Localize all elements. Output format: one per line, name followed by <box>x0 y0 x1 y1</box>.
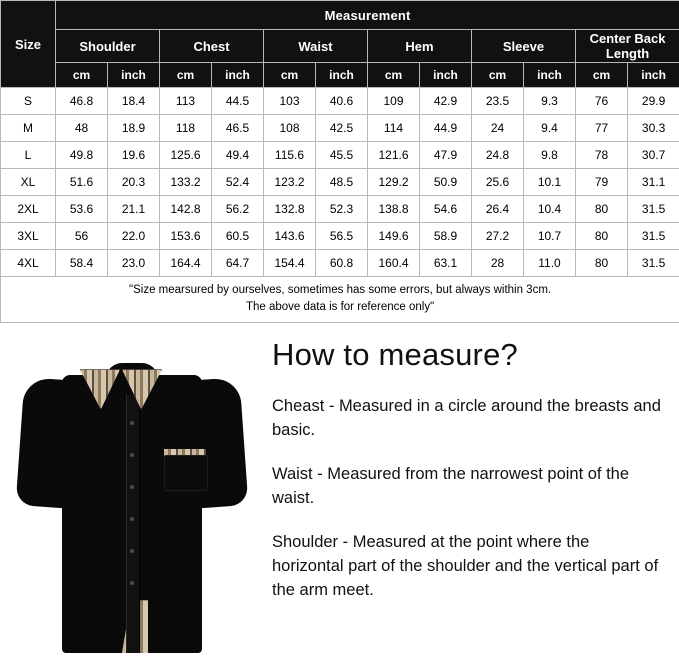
header-unit-cbl-inch: inch <box>628 63 679 88</box>
row-size-label: 3XL <box>1 223 56 250</box>
cell-value: 164.4 <box>160 250 212 277</box>
cell-value: 52.3 <box>316 196 368 223</box>
table-note-row <box>1 277 679 323</box>
cell-value: 9.4 <box>524 115 576 142</box>
cell-value: 138.8 <box>368 196 420 223</box>
cell-value: 22.0 <box>108 223 160 250</box>
header-group-sleeve: Sleeve <box>472 30 576 63</box>
size-note <box>1 277 679 323</box>
table-row <box>1 115 679 142</box>
cell-value: 79 <box>576 169 628 196</box>
table-row <box>1 223 679 250</box>
measure-instruction-shoulder: Shoulder - Measured at the point where the horizontal part of the shoulder and the vertical part of the arm meet. <box>272 531 665 603</box>
table-row <box>1 142 679 169</box>
header-unit-cbl-cm: cm <box>576 63 628 88</box>
cell-value: 31.1 <box>628 169 679 196</box>
cell-value: 125.6 <box>160 142 212 169</box>
cell-value: 133.2 <box>160 169 212 196</box>
cell-value: 48.5 <box>316 169 368 196</box>
cell-value: 10.7 <box>524 223 576 250</box>
row-size-label: M <box>1 115 56 142</box>
cell-value: 53.6 <box>56 196 108 223</box>
measure-instruction-waist: Waist - Measured from the narrowest point of the waist. <box>272 463 665 511</box>
header-group-waist: Waist <box>264 30 368 63</box>
cell-value: 11.0 <box>524 250 576 277</box>
cell-value: 31.5 <box>628 223 679 250</box>
cell-value: 154.4 <box>264 250 316 277</box>
how-to-measure-section <box>0 323 679 670</box>
cell-value: 31.5 <box>628 250 679 277</box>
cell-value: 118 <box>160 115 212 142</box>
cell-value: 45.5 <box>316 142 368 169</box>
cell-value: 29.9 <box>628 88 679 115</box>
row-size-label: L <box>1 142 56 169</box>
cell-value: 80 <box>576 250 628 277</box>
cell-value: 121.6 <box>368 142 420 169</box>
cell-value: 40.6 <box>316 88 368 115</box>
cell-value: 44.9 <box>420 115 472 142</box>
row-size-label: XL <box>1 169 56 196</box>
header-unit-waist-cm: cm <box>264 63 316 88</box>
table-header-row-groups <box>1 30 679 63</box>
cell-value: 76 <box>576 88 628 115</box>
cell-value: 60.8 <box>316 250 368 277</box>
cell-value: 10.4 <box>524 196 576 223</box>
cell-value: 47.9 <box>420 142 472 169</box>
header-unit-hem-inch: inch <box>420 63 472 88</box>
cell-value: 25.6 <box>472 169 524 196</box>
cell-value: 64.7 <box>212 250 264 277</box>
cell-value: 9.3 <box>524 88 576 115</box>
measure-text-pane <box>262 323 679 670</box>
cell-value: 30.3 <box>628 115 679 142</box>
cell-value: 49.8 <box>56 142 108 169</box>
cell-value: 9.8 <box>524 142 576 169</box>
cell-value: 52.4 <box>212 169 264 196</box>
header-group-chest: Chest <box>160 30 264 63</box>
header-unit-hem-cm: cm <box>368 63 420 88</box>
cell-value: 42.9 <box>420 88 472 115</box>
cell-value: 132.8 <box>264 196 316 223</box>
cell-value: 27.2 <box>472 223 524 250</box>
cell-value: 114 <box>368 115 420 142</box>
cell-value: 18.4 <box>108 88 160 115</box>
cell-value: 44.5 <box>212 88 264 115</box>
header-measurement: Measurement <box>56 1 679 30</box>
cell-value: 31.5 <box>628 196 679 223</box>
size-chart-table <box>0 0 679 323</box>
cell-value: 160.4 <box>368 250 420 277</box>
table-row <box>1 88 679 115</box>
cell-value: 18.9 <box>108 115 160 142</box>
cell-value: 113 <box>160 88 212 115</box>
cell-value: 108 <box>264 115 316 142</box>
table-row <box>1 196 679 223</box>
shirt-chest-pocket <box>164 455 208 491</box>
cell-value: 123.2 <box>264 169 316 196</box>
cell-value: 24 <box>472 115 524 142</box>
cell-value: 60.5 <box>212 223 264 250</box>
cell-value: 63.1 <box>420 250 472 277</box>
header-unit-chest-inch: inch <box>212 63 264 88</box>
header-unit-shoulder-cm: cm <box>56 63 108 88</box>
cell-value: 10.1 <box>524 169 576 196</box>
table-row <box>1 250 679 277</box>
header-group-hem: Hem <box>368 30 472 63</box>
cell-value: 30.7 <box>628 142 679 169</box>
cell-value: 109 <box>368 88 420 115</box>
size-note-line-1: "Size mearsured by ourselves, sometimes has some errors, but always within 3cm. <box>5 282 675 299</box>
cell-value: 77 <box>576 115 628 142</box>
cell-value: 20.3 <box>108 169 160 196</box>
size-note-line-2: The above data is for reference only" <box>5 299 675 316</box>
header-unit-sleeve-inch: inch <box>524 63 576 88</box>
cell-value: 48 <box>56 115 108 142</box>
cell-value: 42.5 <box>316 115 368 142</box>
cell-value: 46.8 <box>56 88 108 115</box>
header-size: Size <box>1 1 56 88</box>
cell-value: 149.6 <box>368 223 420 250</box>
cell-value: 23.5 <box>472 88 524 115</box>
cell-value: 19.6 <box>108 142 160 169</box>
header-unit-shoulder-inch: inch <box>108 63 160 88</box>
cell-value: 78 <box>576 142 628 169</box>
cell-value: 153.6 <box>160 223 212 250</box>
header-group-center-back-length: Center Back Length <box>576 30 679 63</box>
cell-value: 142.8 <box>160 196 212 223</box>
cell-value: 115.6 <box>264 142 316 169</box>
cell-value: 56 <box>56 223 108 250</box>
cell-value: 58.9 <box>420 223 472 250</box>
header-unit-sleeve-cm: cm <box>472 63 524 88</box>
cell-value: 58.4 <box>56 250 108 277</box>
shirt-button-placket <box>126 395 140 653</box>
row-size-label: 4XL <box>1 250 56 277</box>
cell-value: 129.2 <box>368 169 420 196</box>
header-group-shoulder: Shoulder <box>56 30 160 63</box>
cell-value: 56.2 <box>212 196 264 223</box>
cell-value: 80 <box>576 196 628 223</box>
table-header-row-title <box>1 1 679 30</box>
shirt-illustration <box>18 345 246 661</box>
how-to-measure-title: How to measure? <box>272 337 665 373</box>
cell-value: 26.4 <box>472 196 524 223</box>
cell-value: 80 <box>576 223 628 250</box>
cell-value: 56.5 <box>316 223 368 250</box>
row-size-label: S <box>1 88 56 115</box>
cell-value: 50.9 <box>420 169 472 196</box>
measure-instruction-chest: Cheast - Measured in a circle around the breasts and basic. <box>272 395 665 443</box>
cell-value: 54.6 <box>420 196 472 223</box>
size-chart <box>0 0 679 323</box>
header-unit-chest-cm: cm <box>160 63 212 88</box>
cell-value: 28 <box>472 250 524 277</box>
cell-value: 23.0 <box>108 250 160 277</box>
table-header-row-units <box>1 63 679 88</box>
cell-value: 46.5 <box>212 115 264 142</box>
cell-value: 103 <box>264 88 316 115</box>
cell-value: 21.1 <box>108 196 160 223</box>
table-row <box>1 169 679 196</box>
cell-value: 51.6 <box>56 169 108 196</box>
product-image-pane <box>0 323 262 670</box>
cell-value: 49.4 <box>212 142 264 169</box>
cell-value: 143.6 <box>264 223 316 250</box>
row-size-label: 2XL <box>1 196 56 223</box>
cell-value: 24.8 <box>472 142 524 169</box>
header-unit-waist-inch: inch <box>316 63 368 88</box>
